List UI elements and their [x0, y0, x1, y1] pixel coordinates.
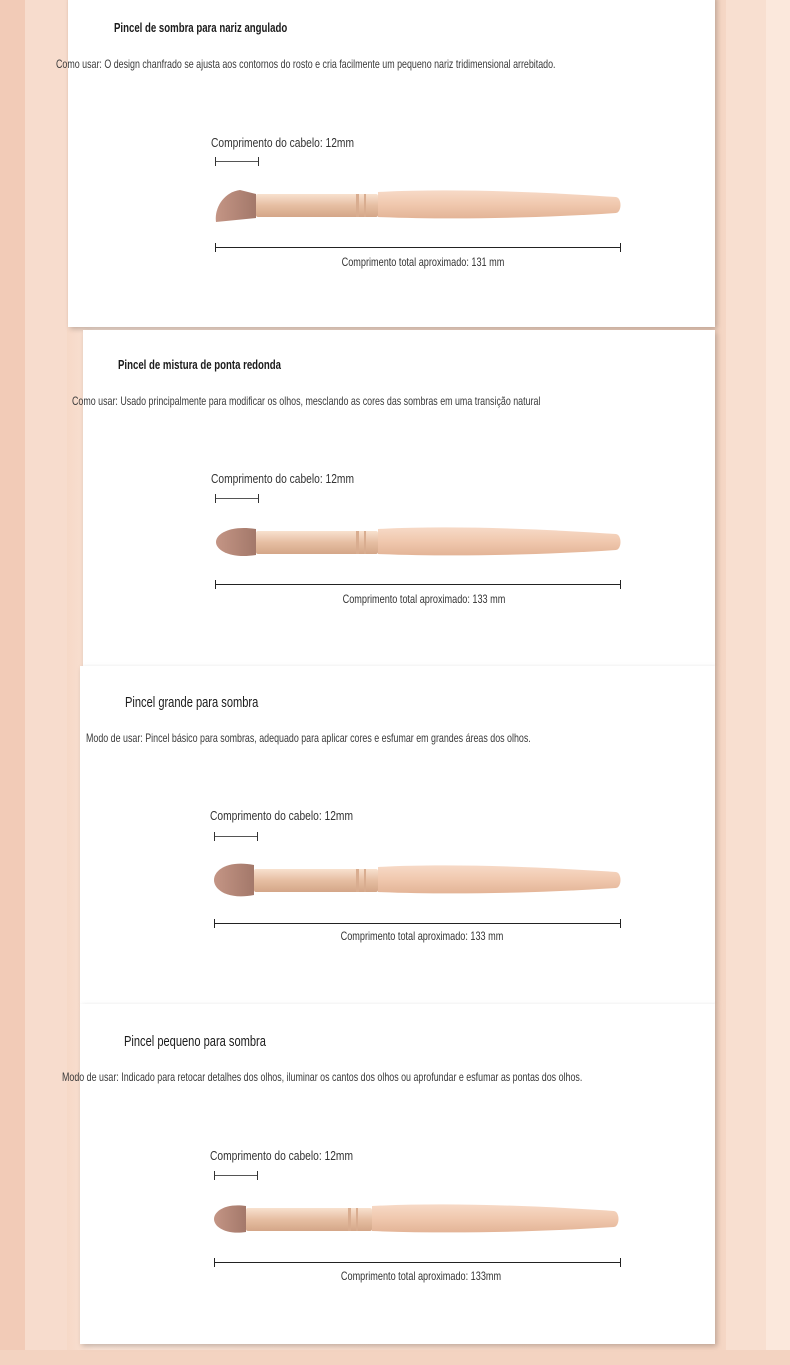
hair-length-scale [215, 494, 259, 503]
brush-card-angled-nose [68, 0, 715, 327]
brush-title: Pincel de sombra para nariz angulado [114, 20, 288, 35]
background-strip [25, 0, 67, 1365]
total-length-scale [214, 919, 621, 928]
brush-usage: Modo de usar: Indicado para retocar detalhes dos olhos, iluminar os cantos dos olhos ou aprofundar e esfumar as pontas dos olhos. [62, 1070, 583, 1084]
hair-length-label: Comprimento do cabelo: 12mm [210, 809, 354, 823]
brush-card-small-shadow [80, 1004, 715, 1344]
background-strip [726, 0, 766, 1365]
hair-length-label: Comprimento do cabelo: 12mm [210, 1149, 354, 1163]
total-length-scale [215, 243, 621, 252]
brush-usage: Como usar: Usado principalmente para modificar os olhos, mesclando as cores das sombras em uma transição natural [72, 394, 541, 408]
background-strip [766, 0, 790, 1365]
total-length-scale [214, 1258, 621, 1267]
hair-length-scale [214, 832, 258, 841]
total-length-label: Comprimento total aproximado: 133mm [340, 1269, 502, 1283]
hair-length-scale [215, 157, 259, 166]
background-strip [0, 0, 25, 1365]
total-length-label: Comprimento total aproximado: 133 mm [340, 929, 504, 943]
brush-card-round-blending [83, 330, 715, 666]
total-length-scale [215, 580, 621, 589]
brush-title: Pincel de mistura de ponta redonda [118, 357, 282, 372]
small-brush-image [210, 1200, 624, 1240]
brush-usage: Modo de usar: Pincel básico para sombras, adequado para aplicar cores e esfumar em grandes áreas dos olhos. [86, 731, 531, 745]
hair-length-label: Comprimento do cabelo: 12mm [211, 472, 355, 486]
brush-title: Pincel pequeno para sombra [124, 1033, 266, 1050]
large-brush-image [210, 860, 624, 902]
brush-usage: Como usar: O design chanfrado se ajusta aos contornos do rosto e cria facilmente um pequeno nariz tridimensional arrebitado. [56, 57, 556, 71]
background-band [0, 1350, 790, 1365]
hair-length-scale [214, 1171, 258, 1180]
angled-brush-image [212, 186, 624, 226]
total-length-label: Comprimento total aproximado: 131 mm [341, 255, 505, 269]
hair-length-label: Comprimento do cabelo: 12mm [211, 136, 355, 150]
total-length-label: Comprimento total aproximado: 133 mm [342, 592, 506, 606]
brush-card-large-shadow [80, 666, 715, 1004]
brush-title: Pincel grande para sombra [125, 694, 259, 711]
round-brush-image [212, 523, 624, 563]
